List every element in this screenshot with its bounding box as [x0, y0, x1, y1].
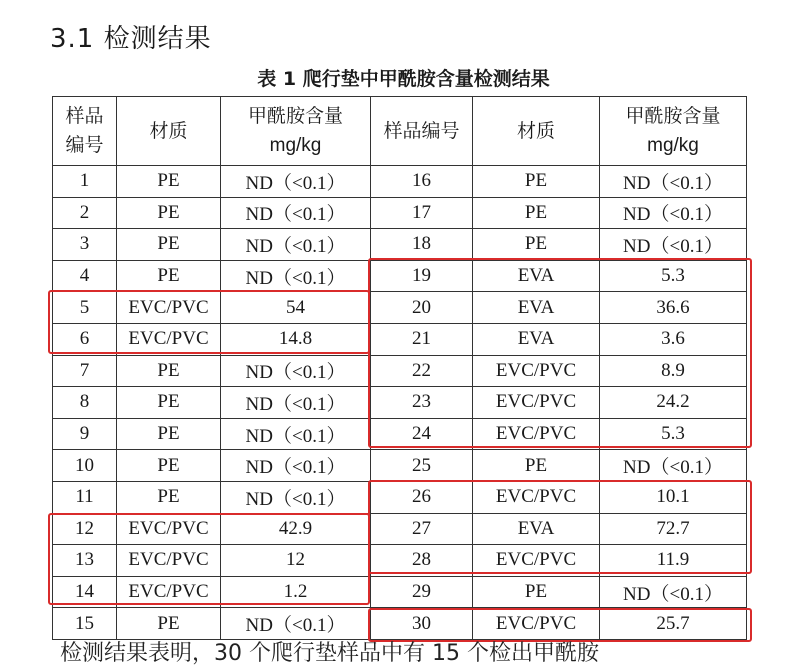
highlight-box — [368, 480, 752, 574]
sample-no-cell: 19 — [371, 260, 473, 292]
sample-no-cell: 27 — [371, 513, 473, 545]
content-cell: ND（<0.1） — [221, 450, 371, 482]
material-cell: EVC/PVC — [117, 576, 221, 608]
sample-no-cell: 20 — [371, 292, 473, 324]
content-cell: 12 — [221, 545, 371, 577]
table-header-row — [53, 97, 747, 166]
sample-no-cell: 30 — [371, 608, 473, 640]
material-cell: PE — [117, 197, 221, 229]
content-cell: ND（<0.1） — [221, 166, 371, 198]
sample-no-cell: 14 — [53, 576, 117, 608]
sample-no-cell: 10 — [53, 450, 117, 482]
material-cell: EVA — [473, 260, 600, 292]
content-cell: 11.9 — [600, 545, 747, 577]
sample-no-cell: 25 — [371, 450, 473, 482]
material-cell: EVC/PVC — [117, 545, 221, 577]
material-cell: EVC/PVC — [473, 387, 600, 419]
content-cell: 24.2 — [600, 387, 747, 419]
sample-no-cell: 22 — [371, 355, 473, 387]
content-cell: ND（<0.1） — [221, 355, 371, 387]
highlight-box — [48, 513, 370, 605]
highlight-box — [368, 258, 752, 448]
table-row — [53, 166, 747, 198]
content-cell: 42.9 — [221, 513, 371, 545]
table-row — [53, 229, 747, 261]
material-cell: EVC/PVC — [473, 481, 600, 513]
content-cell: 1.2 — [221, 576, 371, 608]
sample-no-cell: 3 — [53, 229, 117, 261]
sample-no-cell: 1 — [53, 166, 117, 198]
sample-no-cell: 6 — [53, 323, 117, 355]
sample-no-cell: 21 — [371, 323, 473, 355]
sample-no-cell: 17 — [371, 197, 473, 229]
content-cell: 5.3 — [600, 418, 747, 450]
content-cell: ND（<0.1） — [600, 450, 747, 482]
material-cell: PE — [473, 229, 600, 261]
header-sample-no-left: 样品 编号 — [53, 97, 117, 166]
sample-no-cell: 7 — [53, 355, 117, 387]
content-cell: ND（<0.1） — [221, 608, 371, 640]
material-cell: PE — [117, 387, 221, 419]
sample-no-cell: 13 — [53, 545, 117, 577]
sample-no-cell: 29 — [371, 576, 473, 608]
header-content-right: 甲酰胺含量 mg/kg — [600, 97, 747, 166]
material-cell: PE — [117, 418, 221, 450]
sample-no-cell: 11 — [53, 481, 117, 513]
sample-no-cell: 2 — [53, 197, 117, 229]
sample-no-cell: 8 — [53, 387, 117, 419]
material-cell: EVC/PVC — [473, 418, 600, 450]
table-row — [53, 197, 747, 229]
header-material-left: 材质 — [117, 97, 221, 166]
material-cell: EVC/PVC — [117, 292, 221, 324]
sample-no-cell: 18 — [371, 229, 473, 261]
content-cell: ND（<0.1） — [221, 481, 371, 513]
sample-no-cell: 28 — [371, 545, 473, 577]
content-cell: ND（<0.1） — [600, 166, 747, 198]
header-content-left: 甲酰胺含量 mg/kg — [221, 97, 371, 166]
highlight-box — [48, 290, 370, 354]
table-row — [53, 450, 747, 482]
material-cell: PE — [117, 260, 221, 292]
material-cell: PE — [473, 576, 600, 608]
content-cell: 3.6 — [600, 323, 747, 355]
content-cell: ND（<0.1） — [221, 197, 371, 229]
material-cell: EVC/PVC — [117, 513, 221, 545]
content-cell: ND（<0.1） — [221, 260, 371, 292]
content-cell: 14.8 — [221, 323, 371, 355]
sample-no-cell: 26 — [371, 481, 473, 513]
sample-no-cell: 5 — [53, 292, 117, 324]
header-material-right: 材质 — [473, 97, 600, 166]
sample-no-cell: 24 — [371, 418, 473, 450]
content-cell: 25.7 — [600, 608, 747, 640]
sample-no-cell: 12 — [53, 513, 117, 545]
material-cell: EVA — [473, 292, 600, 324]
material-cell: EVC/PVC — [473, 608, 600, 640]
material-cell: PE — [117, 481, 221, 513]
material-cell: EVC/PVC — [473, 545, 600, 577]
body-text-cropped: 检测结果表明，30 个爬行垫样品中有 15 个检出甲酰胺 — [60, 641, 599, 666]
sample-no-cell: 16 — [371, 166, 473, 198]
content-cell: 10.1 — [600, 481, 747, 513]
content-cell: ND（<0.1） — [600, 197, 747, 229]
sample-no-cell: 4 — [53, 260, 117, 292]
header-sample-no-right: 样品编号 — [371, 97, 473, 166]
material-cell: EVC/PVC — [117, 323, 221, 355]
material-cell: PE — [117, 450, 221, 482]
material-cell: EVA — [473, 513, 600, 545]
content-cell: 54 — [221, 292, 371, 324]
material-cell: PE — [117, 166, 221, 198]
material-cell: PE — [117, 355, 221, 387]
content-cell: 72.7 — [600, 513, 747, 545]
content-cell: ND（<0.1） — [221, 418, 371, 450]
content-cell: 8.9 — [600, 355, 747, 387]
sample-no-cell: 9 — [53, 418, 117, 450]
material-cell: PE — [473, 450, 600, 482]
material-cell: PE — [117, 608, 221, 640]
sample-no-cell: 23 — [371, 387, 473, 419]
content-cell: 36.6 — [600, 292, 747, 324]
content-cell: ND（<0.1） — [600, 229, 747, 261]
content-cell: ND（<0.1） — [221, 229, 371, 261]
material-cell: EVC/PVC — [473, 355, 600, 387]
content-cell: ND（<0.1） — [600, 576, 747, 608]
material-cell: EVA — [473, 323, 600, 355]
material-cell: PE — [473, 197, 600, 229]
material-cell: PE — [473, 166, 600, 198]
sample-no-cell: 15 — [53, 608, 117, 640]
content-cell: ND（<0.1） — [221, 387, 371, 419]
section-title: 3.1 检测结果 — [50, 24, 212, 54]
table-caption: 表 1 爬行垫中甲酰胺含量检测结果 — [257, 68, 550, 90]
content-cell: 5.3 — [600, 260, 747, 292]
material-cell: PE — [117, 229, 221, 261]
